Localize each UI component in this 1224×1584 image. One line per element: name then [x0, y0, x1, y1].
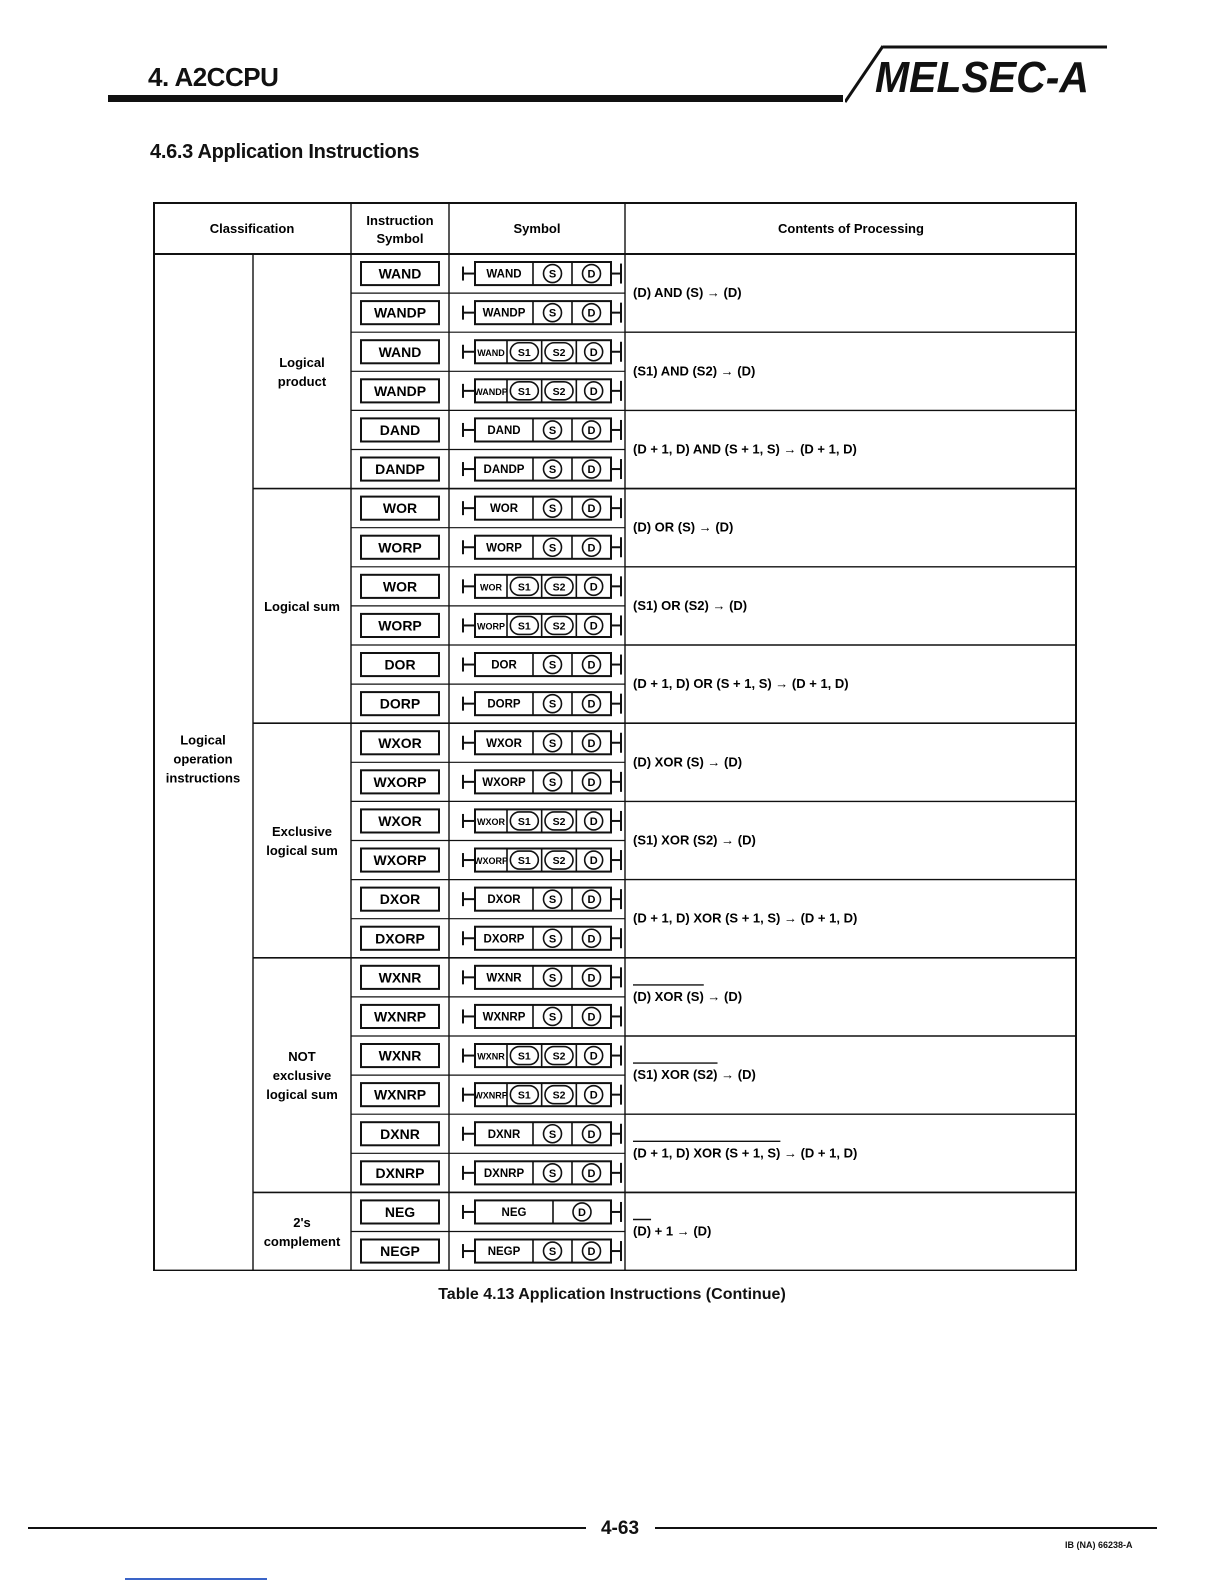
subcategory-label: logical sum: [266, 843, 338, 858]
instruction-symbol: WAND: [378, 265, 422, 282]
category-label: Logical: [180, 732, 226, 748]
operand-label: S1: [517, 855, 531, 868]
category-label: operation: [173, 751, 233, 767]
ladder-instruction: WANDP: [474, 386, 508, 397]
instruction-symbol: WORP: [378, 617, 422, 634]
instruction-symbol: WXNR: [378, 1047, 422, 1064]
subcategory-label: Exclusive: [272, 824, 332, 839]
instruction-symbol: NEGP: [380, 1243, 420, 1260]
footer-rule-left: [28, 1527, 586, 1529]
operand-label: S: [548, 1167, 557, 1180]
blue-underline: [125, 1578, 267, 1580]
instruction-symbol: WANDP: [373, 382, 427, 399]
operand-label: S2: [552, 1089, 566, 1102]
ladder-instruction: WXNRP: [474, 1090, 508, 1101]
instruction-symbol: WXOR: [378, 812, 422, 829]
processing-contents: (D) XOR (S) → (D): [633, 988, 743, 1004]
operand-label: D: [587, 659, 596, 672]
instruction-symbol: WANDP: [373, 304, 427, 321]
operand-label: D: [587, 894, 596, 907]
ladder-instruction: WXOR: [477, 816, 505, 827]
operand-label: S2: [552, 620, 566, 633]
footer-rule-right: [655, 1527, 1157, 1529]
operand-label: D: [589, 815, 598, 828]
ladder-instruction: WXORP: [482, 776, 526, 789]
ladder-instruction: DXNR: [487, 1128, 521, 1141]
operand-label: S2: [552, 1050, 566, 1063]
operand-label: D: [587, 737, 596, 750]
subcategory-label: logical sum: [266, 1087, 338, 1103]
operand-label: S: [548, 737, 557, 750]
operand-label: S: [548, 464, 557, 477]
operand-label: D: [587, 776, 596, 789]
instruction-symbol: WXORP: [373, 852, 427, 869]
operand-label: S2: [552, 385, 566, 398]
chapter-title: 4. A2CCPU: [148, 62, 279, 92]
column-header: Symbol: [513, 221, 561, 236]
instruction-symbol: WXNRP: [373, 1086, 427, 1103]
instruction-symbol: DXORP: [375, 930, 425, 947]
processing-contents: (S1) XOR (S2) → (D): [633, 832, 756, 848]
operand-label: D: [587, 1011, 596, 1024]
operand-label: D: [587, 1167, 596, 1180]
operand-label: S: [548, 1011, 557, 1024]
ladder-instruction: WXNRP: [482, 1011, 526, 1024]
operand-label: S: [548, 894, 557, 907]
processing-contents: (D + 1, D) AND (S + 1, S) → (D + 1, D): [633, 441, 857, 457]
ladder-instruction: WXOR: [486, 737, 522, 750]
ladder-instruction: DOR: [491, 659, 517, 672]
instruction-symbol: DANDP: [375, 461, 425, 478]
processing-contents: (D) XOR (S) → (D): [633, 754, 743, 770]
operand-label: S1: [517, 1089, 531, 1102]
operand-label: S: [548, 542, 557, 555]
processing-contents: (D + 1, D) XOR (S + 1, S) → (D + 1, D): [633, 910, 858, 926]
operand-label: D: [587, 503, 596, 516]
ladder-instruction: WOR: [489, 503, 519, 516]
operand-label: S: [548, 1246, 557, 1259]
operand-label: D: [587, 307, 596, 320]
operand-label: D: [589, 620, 598, 633]
instruction-symbol: WXNR: [378, 969, 422, 986]
operand-label: D: [589, 855, 598, 868]
category-label: instructions: [165, 770, 241, 786]
operand-label: D: [589, 1089, 598, 1102]
operand-label: S: [548, 307, 557, 320]
brand-text: MELSEC-A: [875, 53, 1089, 102]
operand-label: S1: [517, 620, 531, 633]
processing-contents: (D) AND (S) → (D): [633, 285, 742, 301]
instruction-symbol: WOR: [382, 500, 418, 517]
instruction-symbol: DAND: [379, 421, 421, 438]
page-footer: [0, 1518, 1224, 1538]
ladder-instruction: WANDP: [482, 307, 526, 320]
instruction-symbol: WXNRP: [373, 1008, 427, 1025]
processing-contents: (D) + 1 → (D): [633, 1223, 712, 1239]
operand-label: S: [548, 659, 557, 672]
operand-label: S1: [517, 581, 531, 594]
processing-contents: (D + 1, D) XOR (S + 1, S) → (D + 1, D): [633, 1145, 858, 1161]
operand-label: D: [589, 346, 598, 359]
operand-label: D: [587, 698, 596, 711]
operand-label: S1: [517, 1050, 531, 1063]
ladder-instruction: DANDP: [483, 464, 525, 477]
brand-logo: [845, 44, 1125, 104]
instruction-symbol: NEG: [384, 1203, 416, 1220]
instruction-table: [153, 202, 1077, 1271]
ladder-instruction: WXNR: [477, 1051, 505, 1062]
operand-label: S: [548, 698, 557, 711]
operand-label: D: [578, 1206, 586, 1219]
ladder-instruction: WXNR: [486, 972, 522, 985]
ladder-instruction: WXORP: [473, 856, 509, 867]
operand-label: D: [587, 1128, 596, 1141]
ladder-instruction: WAND: [477, 347, 505, 358]
subcategory-label: Logical: [279, 354, 325, 370]
instruction-symbol: DORP: [379, 695, 421, 712]
ladder-instruction: DXOR: [487, 894, 521, 907]
ladder-instruction: DXNRP: [483, 1167, 525, 1180]
operand-label: S2: [552, 855, 566, 868]
operand-label: S: [548, 1128, 557, 1141]
instruction-symbol: DXNR: [380, 1125, 420, 1142]
processing-contents: (S1) XOR (S2) → (D): [633, 1067, 756, 1083]
operand-label: S2: [552, 815, 566, 828]
column-header-line: Instruction: [366, 213, 434, 228]
subcategory-label: exclusive: [272, 1068, 332, 1084]
subcategory-label: 2's: [293, 1215, 311, 1230]
instruction-symbol: DXNRP: [375, 1164, 425, 1181]
ladder-instruction: DORP: [487, 698, 521, 711]
operand-label: D: [587, 268, 596, 281]
subcategory-label: complement: [263, 1234, 341, 1249]
operand-label: S: [548, 776, 557, 789]
ladder-instruction: DXORP: [483, 933, 525, 946]
operand-label: D: [587, 464, 596, 477]
ladder-instruction: WAND: [486, 268, 522, 281]
operand-label: S2: [552, 346, 566, 359]
column-header-line: Symbol: [376, 231, 424, 246]
subcategory-label: product: [277, 373, 327, 389]
ladder-instruction: DAND: [487, 424, 521, 437]
processing-contents: (S1) AND (S2) → (D): [633, 363, 756, 379]
subcategory-label: NOT: [288, 1049, 316, 1065]
instruction-symbol: DOR: [384, 656, 416, 673]
instruction-symbol: WAND: [378, 343, 422, 360]
table-caption: Table 4.13 Application Instructions (Continue): [438, 1286, 786, 1303]
instruction-symbol: WXORP: [373, 773, 427, 790]
instruction-symbol: WORP: [378, 539, 422, 556]
operand-label: S1: [517, 346, 531, 359]
subcategory-label: Logical sum: [264, 598, 340, 614]
operand-label: D: [587, 1246, 596, 1259]
processing-contents: (D + 1, D) OR (S + 1, S) → (D + 1, D): [633, 676, 849, 692]
instruction-symbol: WOR: [382, 578, 418, 595]
processing-contents: (S1) OR (S2) → (D): [633, 597, 748, 613]
operand-label: S: [548, 503, 557, 516]
section-title: 4.6.3 Application Instructions: [150, 141, 420, 163]
operand-label: D: [589, 385, 598, 398]
operand-label: D: [587, 972, 596, 985]
column-header: Contents of Processing: [778, 221, 924, 236]
instruction-symbol: DXOR: [379, 891, 421, 908]
instruction-symbol: WXOR: [378, 734, 422, 751]
operand-label: S2: [552, 581, 566, 594]
ladder-instruction: NEGP: [487, 1246, 521, 1259]
operand-label: S1: [517, 385, 531, 398]
ladder-instruction: WORP: [477, 621, 505, 632]
operand-label: D: [587, 424, 596, 437]
operand-label: S: [548, 972, 557, 985]
operand-label: D: [587, 542, 596, 555]
document-id: IB (NA) 66238-A: [1065, 1540, 1133, 1550]
operand-label: S: [548, 424, 557, 437]
operand-label: S: [548, 933, 557, 946]
column-header: Classification: [209, 221, 295, 236]
operand-label: S: [548, 268, 557, 281]
operand-label: S1: [517, 815, 531, 828]
operand-label: D: [589, 581, 598, 594]
page-number: 4-63: [600, 1518, 640, 1539]
ladder-instruction: NEG: [501, 1206, 527, 1219]
processing-contents: (D) OR (S) → (D): [633, 519, 734, 535]
ladder-instruction: WORP: [486, 542, 522, 555]
operand-label: D: [589, 1050, 598, 1063]
header-rule: [108, 95, 843, 102]
ladder-instruction: WOR: [480, 582, 502, 593]
operand-label: D: [587, 933, 596, 946]
